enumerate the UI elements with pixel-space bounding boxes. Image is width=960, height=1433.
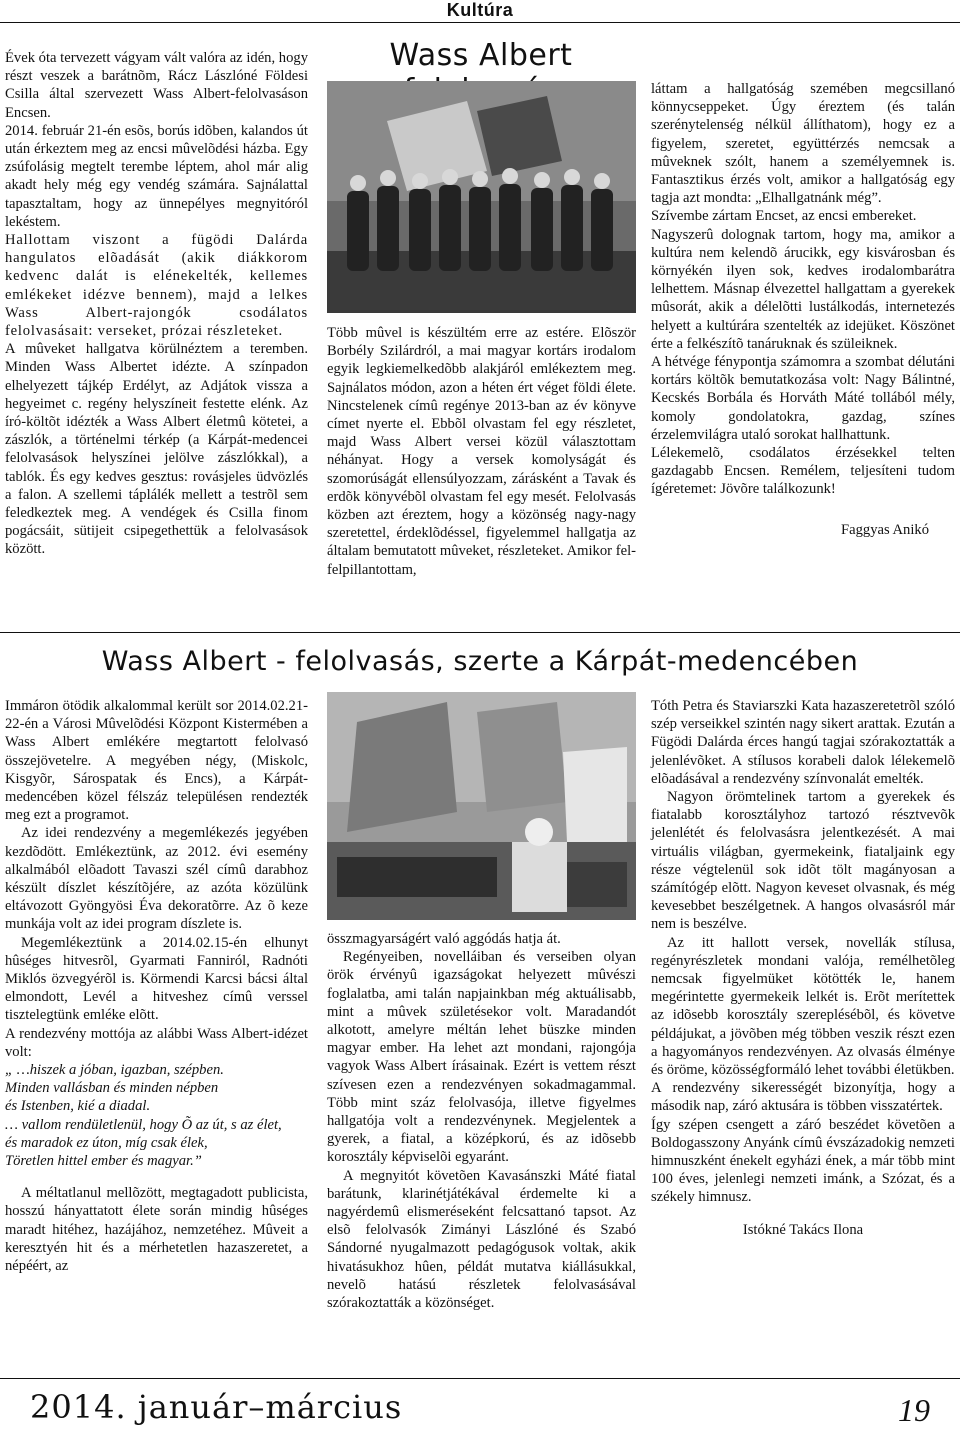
paragraph: A megnyitót követõen Kavasánszki Máté fiatal barátunk, klarinétjátékával érdemelte ki a nagyérdemû elismeréseként felcsattanó tapsot. Az elsõ felolvasók Zimányi Lászlóné és Szabó Sándorné nyugalmazott pedagógusok voltak, akik hivatásukhoz hûen, példát mutatva kiállásukkal, nevelõ hatású részletek felolvasásával szórakoztatták a közönséget. xyxy=(327,1167,636,1312)
paragraph: Az itt hallott versek, novellák stílusa, regényrészletek mondani valója, remélhetõleg nemcsak figyelmüket kötötték le, hanem megérintette gyermekeik lelkét is. Erõt merítettek az idõsebb korosztály szereplésébõl, és követve példájukat, a jövõben még többen veszik részt ezen a hagyományos rendezvényen. Az olvasás élménye és öröme, közösségformáló lehet további életükben. xyxy=(651,934,955,1079)
paragraph: Így szépen csengett a záró beszédet követõen a Boldogasszony Anyánk címû évszázadokig nemzeti himnuszként énekelt egyházi ének, a már több mint 100 éves, jelenlegi nemzeti imánk, a Szózat, és a székely himnusz. xyxy=(651,1116,955,1206)
paragraph: Tóth Petra és Staviarszki Kata hazaszeretetrõl szóló szép verseikkel szintén nagy sikert arattak. Ezután a Fügödi Dalárda érces hangú tagjai szórakoztatták a jelenlévõket. A stílusos korabeli dalok lélekemelõ elõadásával a rendezvény színvonalát emelték. xyxy=(651,698,955,787)
paragraph: Immáron ötödik alkalommal került sor 2014.02.21-22-én a Városi Mûvelõdési Központ Kistermében a Wass Albert emlékére megtartott felolvasó összejövetelre. A megyében négy, (Miskolc, Kisgyõr, Sárospatak és Encs), a Kárpát-medencében közel félszáz településen rendezték meg ezt a programot. xyxy=(5,698,308,824)
paragraph: Megemlékeztünk a 2014.02.15-én elhunyt hûséges hitvesrõl, Gyarmati Fanniról, Radnóti Miklós özvegyérõl is. Körmendi Karcsi bácsi által elmondott, Levél a hitveshez címû verssel tisztelegtünk emléke elõtt. xyxy=(5,934,308,1024)
article1-title: Wass Albert xyxy=(389,38,573,73)
paragraph: Lélekemelõ, csodálatos érzésekkel telten gazdagabb Encsen. Remélem, teljesíteni tudom ígéretemet: Jövõre találkozunk! xyxy=(651,445,955,498)
paragraph: Több mûvel is készültém erre az estére. Elõször Borbély Szilárdról, a mai magyar kortárs irodalom egyik legkiemelkedõbb alakjáról emlékeztem meg. Sajnálatos módon, azon a héten ért véget földi élete. Nincstelenek címû regénye 2013-ban az év könyve címet nyerte el. Ebbõl olvastam fel egy részletet, majd Wass Albert versei közül választottam néhányat. Hogy a versek komolyságát és szomorúságát ellensúlyozzam, zárásként a Tavak és erdõk könyvébõl olvastam fel egy mesét. Felolvasás közben azt éreztem, hogy a közönség nagy-nagy szeretettel, érdeklõdéssel, figyelemmel hallgatja az általam bemutatott mûveket, részleteket. Amikor fel-felpillantottam, xyxy=(327,325,636,578)
page-number: 19 xyxy=(898,1392,930,1428)
quote-line: Töretlen hittel ember és magyar.” xyxy=(5,1153,202,1170)
issue-date: 2014. január–március xyxy=(30,1388,403,1426)
motto-quote xyxy=(5,1061,308,1170)
quote-line: és Istenben, kié a diadal. xyxy=(5,1098,151,1115)
paragraph: 2014. február 21-én esõs, borús idõben, kalandos út után érkeztem meg az encsi mûvelõdési házba. Egy zsúfolásig megtelt terembe léptem, ahol már alig akadt hely még egy vendég számára. Sajnálattal tapasztaltam, hogy az ünnepélyes megnyitóról lekéstem. xyxy=(5,122,308,230)
choir-photo-image xyxy=(327,81,636,313)
paragraph: Regényeiben, novelláiban és verseiben olyan örök érvényû igazságokat helyezett mûvészi foglalatba, ami talán napjainkban még aktuálisabb, mint a mûvek születésekor volt. Maradandót alkotott, amelyre méltán lehet büszke minden magyar ember. Ha lehet azt mondani, rajongója vagyok Wass Albert írásainak. Ezért is vettem részt szívesen ezen a rendezvényen sokadmagammal. Több mint száz felolvasója, illetve figyelmes hallgatója volt a rendezvénynek. Megjelentek a gyerek, a fiatal, a középkorú, és az idõsebb korosztály képviselõi egyaránt. xyxy=(327,949,636,1166)
quote-line: … vallom rendületlenül, hogy Õ az út, s az élet, xyxy=(5,1116,282,1133)
paragraph: A hétvége fénypontja számomra a szombat délutáni kortárs költõk bemutatkozása volt: Nagy Bálintné, Kecskés Borbála és Horváth Máté tollából mély, komoly gondolatokra, gazdag, színes érzelemvilágra utaló sorokat hallhattunk. xyxy=(651,354,955,443)
paragraph: Nagyon örömtelinek tartom a gyerekek és fiatalabb korosztályhoz tartozó résztvevõk jelenlétét és felolvasásra jelentkezését. A mai virtuális világban, gyermekeink, fiataljaink egy része végtelenül sok idõt tölt magányosan a számítógép elõtt. Nagyon keveset olvasnak, és még kevesebbet beszélgetnek. A hangos olvasásról már nem is beszélve. xyxy=(651,789,955,933)
paragraph: A rendezvény mottója az alábbi Wass Albert-idézet volt: xyxy=(5,1025,308,1060)
paragraph: Hallottam viszont a fügödi Dalárda hangulatos elõadását (akik diákkorom kedvenc dalát is elénekelték, kellemes emlékeket idézve bennem), majd a lelkes Wass Albert-rajongók csodálatos felolvasásait: verseket, prózai részleteket. xyxy=(5,232,308,340)
article2-title: Wass Albert - felolvasás, szerte a Kárpát-medencében xyxy=(101,646,859,677)
article1-signature: Faggyas Anikó xyxy=(841,521,929,538)
reader-photo-image xyxy=(327,692,636,920)
article-divider xyxy=(0,632,960,633)
paragraph: összmagyarságért való aggódás hatja át. xyxy=(327,931,561,947)
paragraph: Évek óta tervezett vágyam vált valóra az idén, hogy részt veszek a barátnõm, Rácz Lászlóné Földesi Csilla által szervezett Wass Albert-felolvasáson Encsen. xyxy=(5,50,308,121)
paragraph: Az idei rendezvény a megemlékezés jegyében kezdõdött. Emlékeztünk, az 2012. évi esemény alkalmából elõadott Tavaszi szél címû darabhoz készült díszlet készítõjére, az azóta közülünk eltávozott Gyöngyösi Éva dekoratõrre. Az õ keze munkája volt az idei program díszlete is. xyxy=(5,825,308,933)
article2-column-1 xyxy=(5,697,308,1275)
quote-line: „ …hiszek a jóban, igazban, szépben. xyxy=(5,1062,224,1079)
paragraph: Szívembe zártam Encset, az encsi embereket. xyxy=(651,208,917,225)
reader-photo xyxy=(327,692,636,920)
paragraph: Nagyszerû dolognak tartom, hogy ma, amikor a kultúra nem kelendõ árucikk, egy kisvárosban és környékén ilyen sok, kedves irodalombarátra lelhettem. Másnap élvezettel hallgattam a gyerekek mûsorát, akik a délelõtti lustálkodás, internetezés helyett a kultúrára szentelték az idejüket. Köszönet érte a felkészítõ tanáruknak és szüleiknek. xyxy=(651,226,955,352)
footer-rule xyxy=(0,1378,960,1379)
paragraph: A méltatlanul mellõzött, megtagadott publicista, hosszú hányattatott élete során mindig hûséges maradt hitéhez, hazájához, nemzetéhez. Mûveit a keresztyén hit és a mérhetetlen hazaszeretet, a népéért, az xyxy=(5,1185,308,1275)
article1-column-3 xyxy=(651,80,955,539)
paragraph: A mûveket hallgatva körülnéztem a teremben. Minden Wass Albertet idézte. A színpadon elhelyezett tájkép Erdélyt, az Adjátok vissza a hegyeimet c. regény helyszíneit festette elénk. Az író-költõt idézték a Wass Albert életmû kötetei, a zászlók, a történelmi térkép (a Kárpát-medencei felolvasások helyszínei jelölve zászlókkal), a tablók. És egy kedves gesztus: rovásjeles üdvözlés a falon. A szellemi táplálék mellett a testrõl sem feledkeztek meg. A vendégek és Csilla finom pogácsáit, sütijeit csipegethettük a felolvasások között. xyxy=(5,341,308,558)
choir-photo xyxy=(327,81,636,313)
header-rule xyxy=(0,22,960,23)
paragraph: A rendezvény sikerességét bizonyítja, hogy a második nap, záró aktusára is többen visszatértek. xyxy=(651,1080,955,1115)
article2-column-2 xyxy=(327,930,636,1312)
quote-line: Minden vallásban és minden népben xyxy=(5,1080,219,1097)
article2-signature: Istókné Takács Ilona xyxy=(742,1221,864,1238)
article1-column-1 xyxy=(5,49,308,559)
paragraph: láttam a hallgatóság szemében megcsillanó könnycseppeket. Úgy éreztem (és talán szerénytelenség nélkül állíthatom), hogy ez a figyelem, szeretet, együttérzés nemcsak a mûveknek szólt, hanem a személyemnek is. Fantasztikus érzés volt, amikor a hallgatóság egy tagja azt mondta: „Elhallgatnánk még”. xyxy=(651,81,955,207)
section-label: Kultúra xyxy=(446,0,514,20)
article1-column-2 xyxy=(327,324,636,579)
quote-line: és maradok ez úton, míg csak élek, xyxy=(5,1134,208,1151)
article2-column-3 xyxy=(651,697,955,1239)
